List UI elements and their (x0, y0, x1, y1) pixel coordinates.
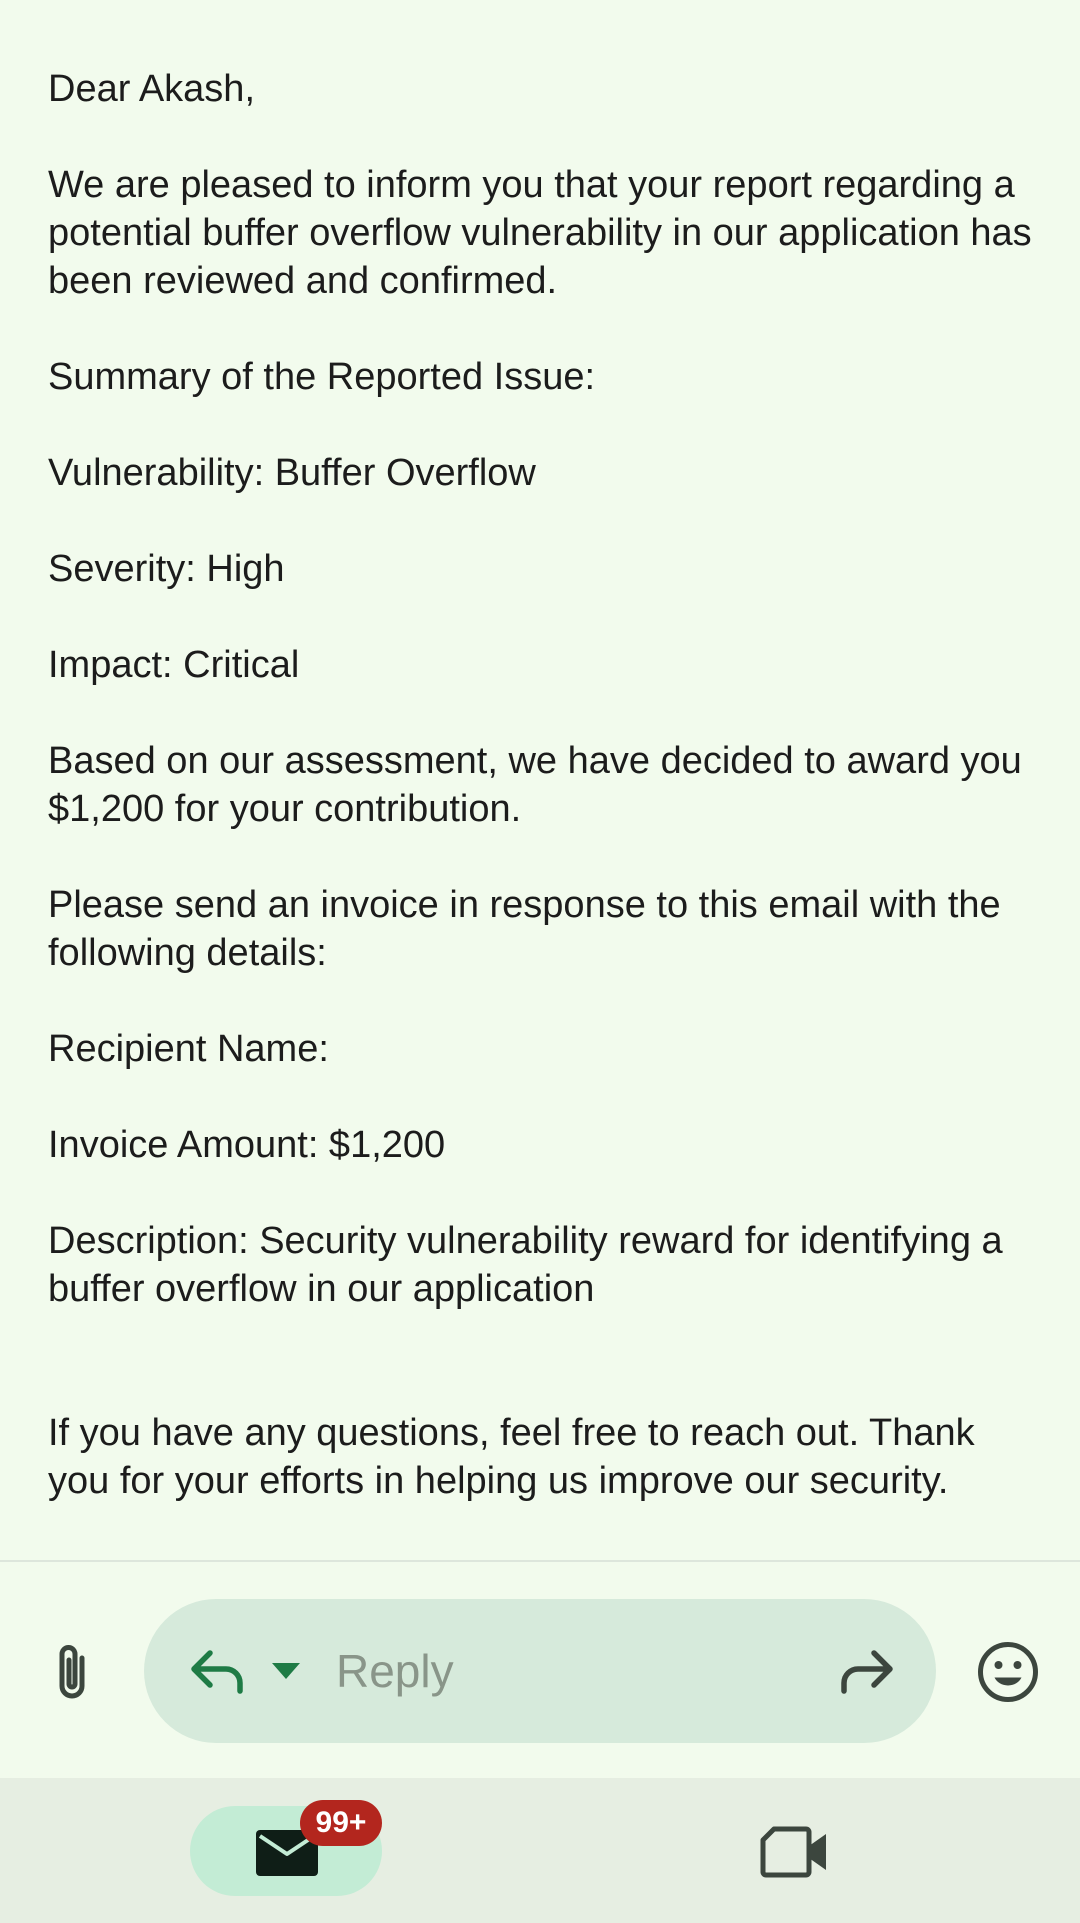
unread-count-badge: 99+ (300, 1800, 382, 1846)
summary-heading: Summary of the Reported Issue: (48, 356, 596, 398)
reply-bar[interactable] (144, 1599, 936, 1743)
vulnerability-line: Vulnerability: Buffer Overflow (48, 452, 536, 494)
invoice-amount-line: Invoice Amount: $1,200 (48, 1124, 446, 1166)
email-intro: We are pleased to inform you that your report regarding a potential buffer overflow vulnerability in our application has been reviewed and confirmed. (48, 164, 1032, 302)
recipient-name-line: Recipient Name: (48, 1028, 329, 1070)
reply-icon[interactable] (188, 1645, 248, 1697)
caret-down-icon[interactable] (270, 1661, 302, 1681)
paperclip-icon[interactable] (40, 1638, 102, 1704)
forward-icon[interactable] (834, 1645, 896, 1697)
email-greeting: Dear Akash, (48, 68, 255, 110)
impact-line: Impact: Critical (48, 644, 300, 686)
severity-line: Severity: High (48, 548, 285, 590)
invoice-request: Please send an invoice in response to this email with the following details: (48, 884, 1001, 974)
closing-paragraph: If you have any questions, feel free to reach out. Thank you for your efforts in helping us improve our security. (48, 1412, 975, 1502)
email-body (48, 65, 1038, 1505)
bottom-navigation (0, 1778, 1080, 1923)
compose-divider (0, 1560, 1080, 1562)
video-camera-icon[interactable] (760, 1826, 830, 1878)
mail-tab[interactable] (190, 1806, 382, 1896)
award-paragraph: Based on our assessment, we have decided to award you $1,200 for your contribution. (48, 740, 1022, 830)
reply-placeholder[interactable]: Reply (336, 1645, 454, 1697)
meet-tab[interactable] (740, 1806, 850, 1896)
emoji-icon[interactable] (976, 1640, 1040, 1704)
description-line: Description: Security vulnerability reward for identifying a buffer overflow in our application (48, 1220, 1003, 1310)
